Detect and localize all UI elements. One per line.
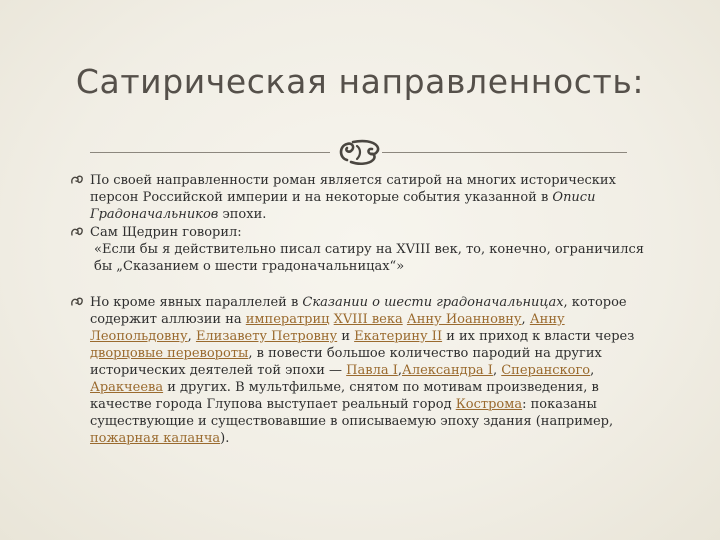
slide-content — [70, 172, 660, 447]
text-run: : показаны существующие и существовавшие в описываемую эпоху здания (например, — [90, 397, 614, 429]
bullet-text — [90, 294, 660, 447]
link-arakcheev[interactable]: Аракчеева — [90, 380, 164, 395]
link-speransky[interactable]: Сперанского — [501, 363, 591, 378]
link-kostroma[interactable]: Кострома — [455, 397, 523, 412]
title-divider-left — [90, 152, 330, 153]
link-fire-tower[interactable]: пожарная каланча — [90, 431, 221, 446]
text-run: Но кроме явных параллелей в — [90, 295, 303, 310]
bullet-text: Сам Щедрин говорил: — [90, 225, 242, 240]
italic-text: Сказании о шести градоначальницах — [302, 295, 564, 310]
link-empresses[interactable]: императриц — [245, 312, 330, 327]
text-run: и — [337, 329, 355, 344]
bullet-item — [70, 224, 660, 275]
text-run: По своей направленности роман является сатирой на многих исторических персон Российской империи и на некоторые события указанной в — [90, 173, 616, 205]
swash-bullet-icon — [70, 174, 84, 186]
link-anna-ioannovna[interactable]: Анну Иоанновну — [406, 312, 522, 327]
swash-bullet-icon — [70, 296, 84, 308]
text-run: эпохи. — [218, 207, 267, 222]
text-run: , — [590, 363, 595, 378]
bullet-text — [90, 172, 660, 223]
slide-title: Сатирическая направленность: — [75, 62, 645, 101]
quote-text: «Если бы я действительно писал сатиру на XVIII век, то, конечно, ограничился бы „Сказанием о шести градоначальницах“» — [94, 242, 644, 274]
text-run: и их приход к власти через — [442, 329, 635, 344]
text-run: , — [492, 363, 502, 378]
italic-text: Описи Градоначальников — [90, 190, 596, 222]
text-run: ). — [220, 431, 230, 446]
text-run: , которое содержит аллюзии на — [90, 295, 627, 327]
bullet-item — [70, 294, 660, 447]
link-palace-coups[interactable]: дворцовые перевороты — [90, 346, 249, 361]
link-pavel-i[interactable]: Павла I — [346, 363, 398, 378]
scroll-ornament-icon — [333, 132, 383, 172]
bullet-item — [70, 172, 660, 223]
text-run: и других. В мультфильме, снятом по мотивам произведения, в качестве города Глупова выступает реальный город — [90, 380, 599, 412]
title-divider-right — [382, 152, 627, 153]
text-run: , в повести большое количество пародий на других исторических деятелей той эпохи — — [90, 346, 602, 378]
text-run: , — [521, 312, 530, 327]
link-alexander-i[interactable]: Александра I — [401, 363, 493, 378]
link-ekaterina-ii[interactable]: Екатерину II — [354, 329, 443, 344]
link-elizaveta-petrovna[interactable]: Елизавету Петровну — [195, 329, 338, 344]
text-run: , — [397, 363, 402, 378]
link-18th-century[interactable]: XVIII века — [333, 312, 403, 327]
swash-bullet-icon — [70, 226, 84, 238]
text-run: , — [187, 329, 196, 344]
link-anna-leopoldovna[interactable]: Анну Леопольдовну — [90, 312, 565, 344]
